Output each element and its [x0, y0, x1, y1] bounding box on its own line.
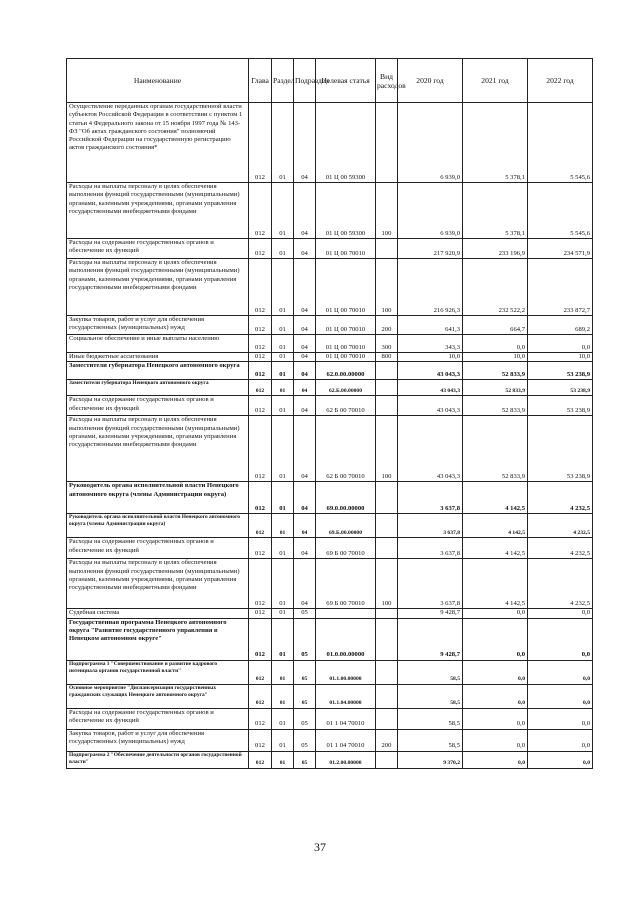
row-name: Заместители губернатора Ненецкого автономного округа: [67, 362, 249, 380]
row-value-2020: 10,0: [398, 353, 463, 362]
row-value-2020: 6 939,0: [398, 183, 463, 239]
row-vid: 100: [376, 183, 398, 239]
row-razdel: 01: [272, 660, 294, 684]
table-body: [67, 103, 593, 769]
row-value-2021: 664,7: [463, 316, 528, 335]
row-name: Закупка товаров, работ и услуг для обеспечения государственных (муниципальных) нужд: [67, 316, 249, 335]
row-target: 01 Ц 00 70010: [316, 353, 376, 362]
table-row: [67, 316, 593, 335]
row-glava: 012: [249, 708, 272, 729]
row-podrazdel: 04: [294, 103, 316, 183]
row-podrazdel: 04: [294, 559, 316, 609]
row-value-2021: 4 142,5: [463, 482, 528, 514]
col-header-2022: 2022 год: [528, 59, 593, 103]
row-glava: 012: [249, 259, 272, 316]
row-razdel: 01: [272, 353, 294, 362]
table-row: [67, 538, 593, 559]
row-target: 01.0.00.00000: [316, 618, 376, 660]
table-row: [67, 609, 593, 618]
row-podrazdel: 05: [294, 684, 316, 708]
row-target: 62.0.00.00000: [316, 362, 376, 380]
row-glava: 012: [249, 751, 272, 768]
table-row: [67, 362, 593, 380]
row-razdel: 01: [272, 239, 294, 259]
row-value-2020: 58,5: [398, 684, 463, 708]
row-target: 69.Б.00.00000: [316, 514, 376, 538]
row-value-2022: 233 872,7: [528, 259, 593, 316]
row-target: 62.Б.00.00000: [316, 380, 376, 396]
table-row: [67, 660, 593, 684]
row-podrazdel: 05: [294, 708, 316, 729]
row-value-2021: 0,0: [463, 708, 528, 729]
row-glava: 012: [249, 239, 272, 259]
row-glava: 012: [249, 538, 272, 559]
row-target: 01 1 04 70010: [316, 729, 376, 751]
row-vid: 200: [376, 316, 398, 335]
row-glava: 012: [249, 514, 272, 538]
row-value-2021: 0,0: [463, 684, 528, 708]
row-name: Расходы на выплаты персоналу в целях обеспечения выполнения функций государственными (муниципальными) органами, казенными учреждениями, органами управления государственными внебюджетными фондами: [67, 259, 249, 316]
row-razdel: 01: [272, 335, 294, 353]
row-value-2021: 0,0: [463, 618, 528, 660]
row-podrazdel: 05: [294, 609, 316, 618]
row-vid: [376, 609, 398, 618]
row-glava: 012: [249, 559, 272, 609]
row-value-2021: 52 833,9: [463, 396, 528, 416]
row-value-2020: 3 637,8: [398, 514, 463, 538]
row-name: Руководитель органа исполнительной власти Ненецкого автономного округа (члены Администрации округа): [67, 514, 249, 538]
row-podrazdel: 04: [294, 396, 316, 416]
budget-table: [66, 58, 593, 769]
table-row: [67, 380, 593, 396]
col-header-vid: Вид расходов: [376, 59, 398, 103]
row-value-2022: 0,0: [528, 729, 593, 751]
row-value-2021: 4 142,5: [463, 559, 528, 609]
table-row: [67, 259, 593, 316]
row-value-2022: 0,0: [528, 335, 593, 353]
row-value-2022: 0,0: [528, 751, 593, 768]
row-razdel: 01: [272, 729, 294, 751]
row-glava: 012: [249, 482, 272, 514]
table-row: [67, 183, 593, 239]
row-podrazdel: 04: [294, 335, 316, 353]
row-podrazdel: 04: [294, 183, 316, 239]
row-target: 01 1 04 70010: [316, 708, 376, 729]
row-vid: [376, 684, 398, 708]
row-glava: 012: [249, 396, 272, 416]
row-name: Расходы на выплаты персоналу в целях обеспечения выполнения функций государственными (муниципальными) органами, казенными учреждениями, органами управления государственными внебюджетными фондами: [67, 183, 249, 239]
table-row: [67, 416, 593, 482]
row-value-2020: 343,3: [398, 335, 463, 353]
row-podrazdel: 04: [294, 362, 316, 380]
table-row: [67, 335, 593, 353]
row-value-2022: 10,0: [528, 353, 593, 362]
row-razdel: 01: [272, 609, 294, 618]
row-podrazdel: 04: [294, 514, 316, 538]
row-target: 69 Б 00 70010: [316, 559, 376, 609]
row-target: 69.0.00.00000: [316, 482, 376, 514]
row-value-2022: 0,0: [528, 618, 593, 660]
row-target: 69 Б 00 70010: [316, 538, 376, 559]
row-vid: [376, 396, 398, 416]
row-razdel: 01: [272, 416, 294, 482]
row-value-2020: 216 926,3: [398, 259, 463, 316]
row-glava: 012: [249, 316, 272, 335]
row-podrazdel: 05: [294, 751, 316, 768]
row-value-2022: 0,0: [528, 708, 593, 729]
row-value-2021: 232 522,2: [463, 259, 528, 316]
row-razdel: 01: [272, 514, 294, 538]
row-vid: [376, 751, 398, 768]
row-target: 01 Ц 00 59300: [316, 103, 376, 183]
row-razdel: 01: [272, 316, 294, 335]
table-row: [67, 514, 593, 538]
row-target: 01 Ц 00 70010: [316, 239, 376, 259]
col-header-razdel: Раздел: [272, 59, 294, 103]
row-glava: 012: [249, 362, 272, 380]
col-header-podrazdel: Подраздел: [294, 59, 316, 103]
col-header-glava: Глава: [249, 59, 272, 103]
row-razdel: 01: [272, 183, 294, 239]
row-value-2020: 43 043,3: [398, 396, 463, 416]
row-value-2021: 52 833,9: [463, 362, 528, 380]
row-value-2020: 6 939,0: [398, 103, 463, 183]
row-target: 01.2.00.00000: [316, 751, 376, 768]
row-glava: 012: [249, 353, 272, 362]
table-row: [67, 684, 593, 708]
row-value-2021: 0,0: [463, 335, 528, 353]
row-name: Осуществление переданных органам государственной власти субъектов Российской Федерации в соответствии с пунктом 1 статьи 4 Федерального закона от 15 ноября 1997 года № 143-ФЗ "Об актах гражданского состояния" полномочий Российской Федерации на государственную регистрацию актов гражданского состояния*: [67, 103, 249, 183]
row-name: Государственная программа Ненецкого автономного округа "Развитие государственного управления в Ненецком автономном округе": [67, 618, 249, 660]
row-value-2022: 4 232,5: [528, 538, 593, 559]
row-razdel: 01: [272, 380, 294, 396]
row-vid: [376, 538, 398, 559]
row-value-2022: 5 545,6: [528, 183, 593, 239]
row-razdel: 01: [272, 482, 294, 514]
row-value-2022: 0,0: [528, 684, 593, 708]
row-target: 62 Б 00 70010: [316, 396, 376, 416]
row-name: Расходы на содержание государственных органов и обеспечение их функций: [67, 396, 249, 416]
row-glava: 012: [249, 609, 272, 618]
row-target: 01 Ц 00 70010: [316, 259, 376, 316]
row-vid: [376, 239, 398, 259]
table-row: [67, 751, 593, 768]
row-razdel: 01: [272, 751, 294, 768]
row-target: 01.1.04.00000: [316, 684, 376, 708]
row-target: 01 Ц 00 70010: [316, 335, 376, 353]
row-vid: [376, 482, 398, 514]
row-value-2020: 3 637,8: [398, 559, 463, 609]
row-name: Основное мероприятие "Диспансеризация государственных гражданских служащих Ненецкого автономного округа": [67, 684, 249, 708]
col-header-2020: 2020 год: [398, 59, 463, 103]
table-row: [67, 239, 593, 259]
row-razdel: 01: [272, 618, 294, 660]
row-glava: 012: [249, 183, 272, 239]
row-name: Подпрограмма 1 "Совершенствование и развитие кадрового потенциала органов государственной власти": [67, 660, 249, 684]
row-value-2020: 9 428,7: [398, 618, 463, 660]
row-razdel: 01: [272, 708, 294, 729]
row-name: Расходы на содержание государственных органов и обеспечение их функций: [67, 538, 249, 559]
row-value-2021: 4 142,5: [463, 538, 528, 559]
row-target: 01 Ц 00 70010: [316, 316, 376, 335]
row-glava: 012: [249, 618, 272, 660]
row-glava: 012: [249, 380, 272, 396]
row-razdel: 01: [272, 259, 294, 316]
table-row: [67, 618, 593, 660]
row-value-2022: 234 571,9: [528, 239, 593, 259]
row-vid: [376, 362, 398, 380]
row-razdel: 01: [272, 559, 294, 609]
row-name: Социальное обеспечение и иные выплаты населению: [67, 335, 249, 353]
row-value-2021: 4 142,5: [463, 514, 528, 538]
row-value-2021: 10,0: [463, 353, 528, 362]
row-razdel: 01: [272, 538, 294, 559]
row-podrazdel: 04: [294, 316, 316, 335]
col-header-2021: 2021 год: [463, 59, 528, 103]
row-vid: 300: [376, 335, 398, 353]
row-value-2022: 4 232,5: [528, 514, 593, 538]
row-podrazdel: 04: [294, 538, 316, 559]
row-name: Руководитель органа исполнительной власти Ненецкого автономного округа (члены Администрации округа): [67, 482, 249, 514]
row-vid: 100: [376, 416, 398, 482]
table-header-row: [67, 59, 593, 103]
row-vid: 100: [376, 259, 398, 316]
row-podrazdel: 05: [294, 618, 316, 660]
row-value-2021: 5 378,1: [463, 103, 528, 183]
row-vid: [376, 708, 398, 729]
row-value-2020: 9 428,7: [398, 609, 463, 618]
row-vid: 100: [376, 559, 398, 609]
col-header-target: Целевая статья: [316, 59, 376, 103]
row-value-2020: 9 370,2: [398, 751, 463, 768]
row-value-2021: 0,0: [463, 751, 528, 768]
row-value-2022: 5 545,6: [528, 103, 593, 183]
row-vid: [376, 660, 398, 684]
row-podrazdel: 04: [294, 416, 316, 482]
row-vid: [376, 380, 398, 396]
row-name: Расходы на содержание государственных органов и обеспечение их функций: [67, 239, 249, 259]
row-razdel: 01: [272, 396, 294, 416]
row-value-2021: 233 196,9: [463, 239, 528, 259]
row-glava: 012: [249, 103, 272, 183]
row-vid: [376, 514, 398, 538]
row-value-2021: 0,0: [463, 609, 528, 618]
row-target: 01 Ц 00 59300: [316, 183, 376, 239]
row-target: [316, 609, 376, 618]
table-row: [67, 103, 593, 183]
row-value-2022: 0,0: [528, 660, 593, 684]
row-value-2020: 3 637,8: [398, 482, 463, 514]
row-razdel: 01: [272, 103, 294, 183]
row-value-2021: 0,0: [463, 729, 528, 751]
row-value-2022: 53 238,9: [528, 362, 593, 380]
row-value-2021: 52 833,9: [463, 416, 528, 482]
row-razdel: 01: [272, 684, 294, 708]
row-value-2020: 43 043,3: [398, 416, 463, 482]
row-value-2020: 43 043,3: [398, 380, 463, 396]
row-name: Расходы на выплаты персоналу в целях обеспечения выполнения функций государственными (муниципальными) органами, казенными учреждениями, органами управления государственными внебюджетными фондами: [67, 416, 249, 482]
row-vid: 800: [376, 353, 398, 362]
row-glava: 012: [249, 416, 272, 482]
row-vid: 200: [376, 729, 398, 751]
row-razdel: 01: [272, 362, 294, 380]
row-value-2020: 641,3: [398, 316, 463, 335]
row-value-2022: 53 238,9: [528, 416, 593, 482]
row-podrazdel: 04: [294, 482, 316, 514]
row-podrazdel: 05: [294, 660, 316, 684]
row-value-2021: 0,0: [463, 660, 528, 684]
row-name: Закупка товаров, работ и услуг для обеспечения государственных (муниципальных) нужд: [67, 729, 249, 751]
row-value-2022: 689,2: [528, 316, 593, 335]
row-value-2022: 53 238,9: [528, 396, 593, 416]
table-row: [67, 482, 593, 514]
row-glava: 012: [249, 729, 272, 751]
page-number: 37: [314, 840, 326, 854]
table-row: [67, 708, 593, 729]
row-value-2020: 217 920,9: [398, 239, 463, 259]
row-vid: [376, 618, 398, 660]
row-value-2020: 3 637,8: [398, 538, 463, 559]
row-name: Подпрограмма 2 "Обеспечение деятельности органов государственной власти": [67, 751, 249, 768]
row-value-2022: 4 232,5: [528, 482, 593, 514]
row-value-2020: 43 043,3: [398, 362, 463, 380]
row-name: Заместители губернатора Ненецкого автономного округа: [67, 380, 249, 396]
row-value-2020: 58,5: [398, 708, 463, 729]
row-podrazdel: 05: [294, 729, 316, 751]
row-value-2022: 0,0: [528, 609, 593, 618]
row-name: Расходы на содержание государственных органов и обеспечение их функций: [67, 708, 249, 729]
row-value-2021: 5 378,1: [463, 183, 528, 239]
row-vid: [376, 103, 398, 183]
row-name: Иные бюджетные ассигнования: [67, 353, 249, 362]
table-row: [67, 559, 593, 609]
row-podrazdel: 04: [294, 353, 316, 362]
table-row: [67, 353, 593, 362]
row-value-2022: 53 238,9: [528, 380, 593, 396]
row-target: 01.1.00.00000: [316, 660, 376, 684]
row-podrazdel: 04: [294, 239, 316, 259]
row-podrazdel: 04: [294, 259, 316, 316]
table-row: [67, 729, 593, 751]
row-value-2020: 58,5: [398, 660, 463, 684]
row-glava: 012: [249, 684, 272, 708]
col-header-name: Наименование: [67, 59, 249, 103]
row-target: 62 Б 00 70010: [316, 416, 376, 482]
row-value-2022: 4 232,5: [528, 559, 593, 609]
row-glava: 012: [249, 335, 272, 353]
row-podrazdel: 04: [294, 380, 316, 396]
table-row: [67, 396, 593, 416]
row-value-2020: 58,5: [398, 729, 463, 751]
row-glava: 012: [249, 660, 272, 684]
row-name: Расходы на выплаты персоналу в целях обеспечения выполнения функций государственными (муниципальными) органами, казенными учреждениями, органами управления государственными внебюджетными фондами: [67, 559, 249, 609]
row-name: Судебная система: [67, 609, 249, 618]
row-value-2021: 52 833,9: [463, 380, 528, 396]
